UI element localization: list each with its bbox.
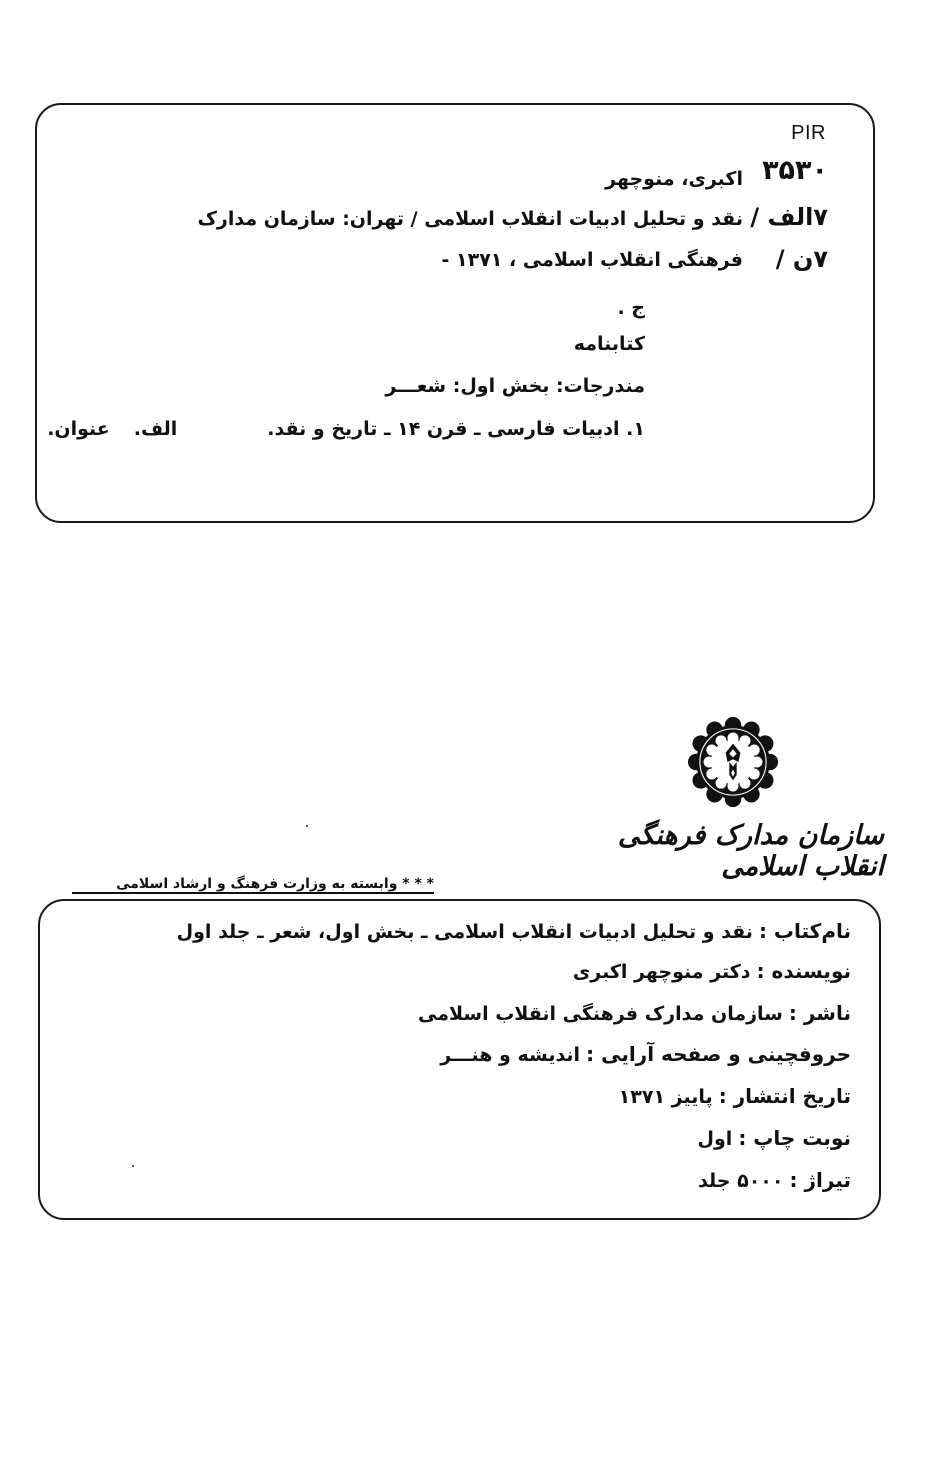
row-label: تیراژ :: [789, 1168, 851, 1192]
classification-code: PIR: [791, 122, 826, 144]
rosette-emblem-icon: [687, 716, 779, 808]
author-row: [573, 959, 851, 983]
added-entry-label: الف.: [133, 418, 178, 440]
author-entry: اکبری، منوچهر: [605, 168, 743, 190]
print-run-row: [698, 1168, 851, 1192]
subject-heading: ۱. ادبیات فارسی ـ قرن ۱۴ ـ تاریخ و نقد.: [267, 418, 645, 440]
ministry-affiliation: * * * وابسته به وزارت فرهنگ و ارشاد اسلامی: [72, 876, 434, 894]
row-value: دکتر منوچهر اکبری: [572, 961, 751, 983]
row-value: سازمان مدارک فرهنگی انقلاب اسلامی: [417, 1003, 783, 1025]
publisher-calligraphy: سازمان مدارک فرهنگی انقلاب اسلامی: [617, 820, 884, 882]
publication-date-row: [619, 1084, 851, 1108]
stray-mark: [306, 825, 308, 827]
row-label: نویسنده :: [756, 959, 851, 983]
row-value: نقد و تحلیل ادبیات انقلاب اسلامی ـ بخش اول، شعر ـ جلد اول: [176, 921, 753, 943]
row-label: نوبت چاپ :: [738, 1126, 851, 1150]
added-entry-value: عنوان.: [47, 418, 110, 440]
row-label: ناشر :: [788, 1001, 851, 1025]
row-label: تاریخ انتشار :: [718, 1084, 851, 1108]
subject-entries: [47, 418, 645, 440]
publisher-row: [418, 1001, 851, 1025]
row-value: اول: [697, 1128, 733, 1150]
title-statement: نقد و تحلیل ادبیات انقلاب اسلامی / تهران: سازمان مدارک: [197, 208, 743, 230]
edition-row: [697, 1126, 851, 1150]
row-value: ۵۰۰۰ جلد: [698, 1170, 784, 1192]
row-value: اندیشه و هنـــر: [440, 1044, 581, 1066]
publication-statement: فرهنگی انقلاب اسلامی ، ۱۳۷۱ -: [441, 249, 743, 271]
row-label: نام‌کتاب :: [758, 919, 851, 943]
book-title-row: [177, 919, 851, 943]
volumes-note: ج .: [617, 297, 645, 319]
bibliography-note: کتابنامه: [573, 333, 645, 355]
call-number-line-3: ۷ن /: [775, 245, 828, 273]
call-number-line-2: ۷الف /: [750, 203, 828, 231]
row-value: پاییز ۱۳۷۱: [618, 1086, 713, 1108]
colophon-box: [38, 899, 881, 1220]
typesetting-row: [440, 1042, 851, 1066]
catalog-card: [35, 103, 875, 523]
row-label: حروفچینی و صفحه آرایی :: [586, 1042, 851, 1066]
call-number-line-1: ۳۵۳۰: [762, 155, 828, 186]
contents-note: مندرجات: بخش اول: شعـــر: [385, 375, 645, 397]
